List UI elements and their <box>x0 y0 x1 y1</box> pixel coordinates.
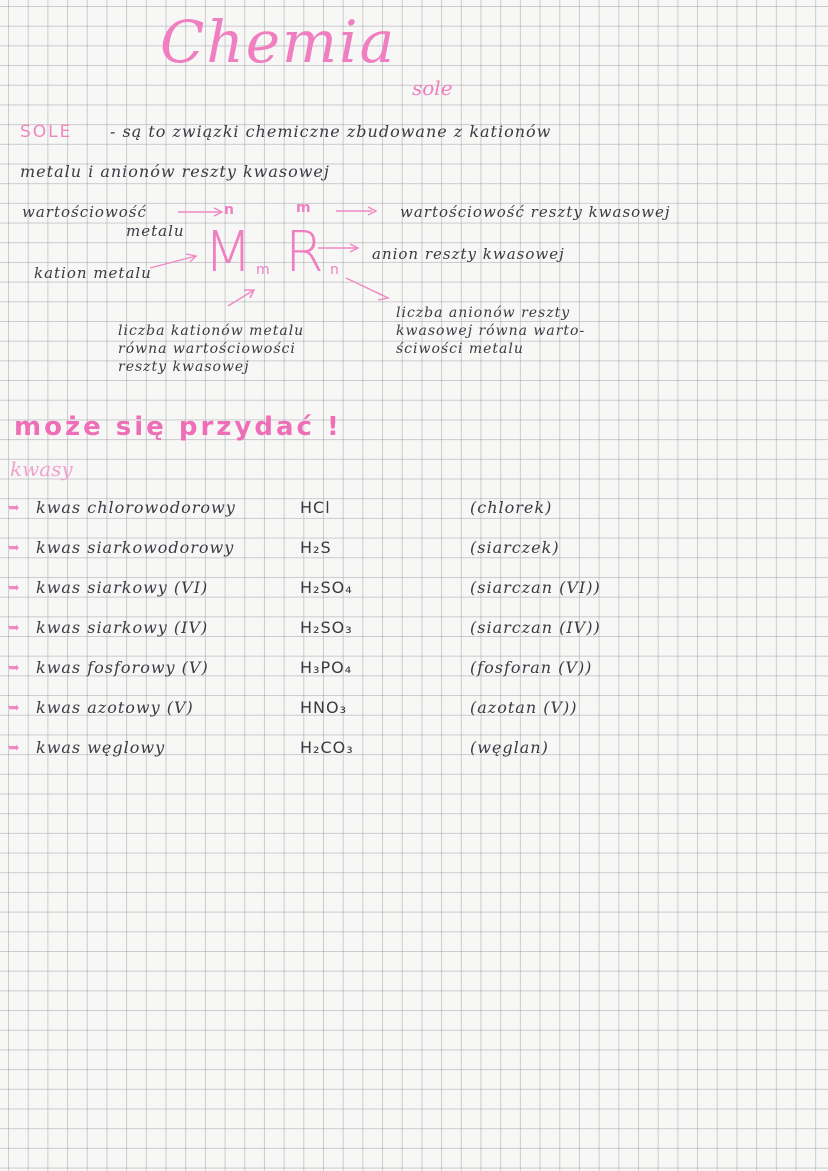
anion-name: (chlorek) <box>470 498 553 517</box>
acid-name: kwas węglowy <box>36 738 166 757</box>
label-anion: anion reszty kwasowej <box>372 245 565 263</box>
arrow-bullet-icon: ➥ <box>8 500 20 516</box>
anion-name: (siarczan (IV)) <box>470 618 601 637</box>
arrow-cation <box>150 256 196 268</box>
acid-residue-symbol: R <box>285 220 324 285</box>
note-left-line: reszty kwasowej <box>118 359 250 375</box>
acid-formula: HCl <box>300 498 331 517</box>
arrow-bullet-icon: ➥ <box>8 740 20 756</box>
arrow-bullet-icon: ➥ <box>8 540 20 556</box>
acid-formula: H₂CO₃ <box>300 738 354 757</box>
metal-symbol: M <box>204 220 253 285</box>
note-right-line: ściwości metalu <box>396 341 524 357</box>
definition-line-2: metalu i anionów reszty kwasowej <box>20 162 330 181</box>
definition-term: SOLE <box>20 122 73 142</box>
label-metal-valence-2: metalu <box>126 222 185 240</box>
acid-name: kwas siarkowodorowy <box>36 538 235 557</box>
acid-formula: H₂S <box>300 538 332 557</box>
metal-index: m <box>256 262 270 278</box>
page-subtitle: sole <box>412 76 453 100</box>
acid-formula: H₂SO₄ <box>300 578 353 597</box>
arrow-bullet-icon: ➥ <box>8 700 20 716</box>
note-right-line: kwasowej równa warto- <box>396 323 586 339</box>
acid-name: kwas azotowy (V) <box>36 698 194 717</box>
acid-formula: H₂SO₃ <box>300 618 353 637</box>
acid-name: kwas siarkowy (IV) <box>36 618 209 637</box>
note-right-line: liczba anionów reszty <box>396 305 571 321</box>
label-cation: kation metalu <box>34 264 152 282</box>
anion-name: (węglan) <box>470 738 549 757</box>
arrow-bullet-icon: ➥ <box>8 620 20 636</box>
section-title: może się przydać ! <box>14 412 342 442</box>
list-item <box>8 578 808 608</box>
list-item <box>8 658 808 688</box>
list-item <box>8 698 808 728</box>
label-metal-valence: wartościowość <box>22 203 147 221</box>
anion-name: (azotan (V)) <box>470 698 578 717</box>
list-item <box>8 498 808 528</box>
metal-valence-mark: n <box>224 202 234 218</box>
note-left-line: liczba kationów metalu <box>118 323 305 339</box>
anion-name: (fosforan (V)) <box>470 658 593 677</box>
list-item <box>8 538 808 568</box>
arrow-bullet-icon: ➥ <box>8 580 20 596</box>
arrow-head-icon <box>376 292 388 300</box>
acid-valence-mark: m <box>296 200 311 216</box>
acid-index: n <box>330 262 339 278</box>
page-title: Chemia <box>160 8 397 76</box>
acid-formula: HNO₃ <box>300 698 348 717</box>
definition-line-1: - są to związki chemiczne zbudowane z kationów <box>110 122 552 141</box>
diagram-arrows <box>0 0 828 420</box>
subsection-title: kwasy <box>10 457 73 481</box>
note-left-line: równa wartościowości <box>118 341 296 357</box>
acid-name: kwas fosforowy (V) <box>36 658 209 677</box>
list-item <box>8 738 808 768</box>
list-item <box>8 618 808 648</box>
acid-name: kwas chlorowodorowy <box>36 498 236 517</box>
label-acid-valence: wartościowość reszty kwasowej <box>400 203 671 221</box>
arrow-bullet-icon: ➥ <box>8 660 20 676</box>
acid-formula: H₃PO₄ <box>300 658 353 677</box>
anion-name: (siarczek) <box>470 538 560 557</box>
anion-name: (siarczan (VI)) <box>470 578 601 597</box>
acid-name: kwas siarkowy (VI) <box>36 578 209 597</box>
